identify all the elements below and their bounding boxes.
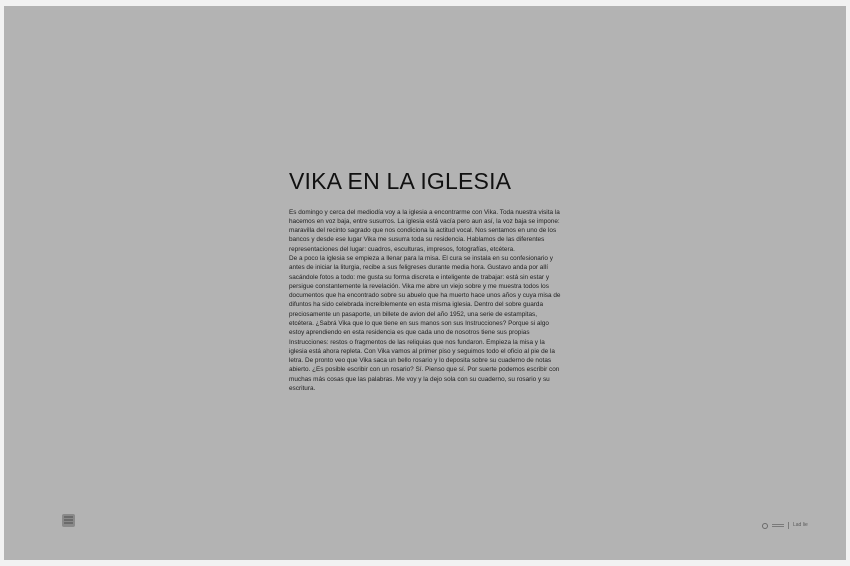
- brand-logo-text: Lad lie: [793, 522, 808, 528]
- exhibition-panel: [4, 6, 846, 560]
- article-body: [289, 208, 561, 394]
- article-title: VIKA EN LA IGLESIA: [289, 168, 512, 194]
- article-paragraph: Es domingo y cerca del mediodía voy a la iglesia a encontrarme con Vika. Toda nuestra visita la hacemos en voz baja, entre susurros. La iglesia está vacía pero aun así, la voz baja se impone: maravilla del recinto sagrado que nos condiciona la actitud vocal. Nos sentamos en uno de los bancos y desde ese lugar Vika me susurra toda su residencia. Hablamos de las diferentes representaciones del lugar: cuadros, esculturas, impresos, fotografías, etcétera.: [289, 208, 560, 253]
- article: [289, 168, 561, 393]
- institution-seal-icon: [762, 523, 768, 529]
- square-logo-icon: [62, 514, 75, 527]
- article-paragraph: De a poco la iglesia se empieza a llenar para la misa. El cura se instala en su confesionario y antes de iniciar la liturgia, recibe a sus feligreses durante media hora. Gustavo anda por allí sacándole fotos a todo: me gusta su forma discreta e inteligente de trabajar: está sin estar y persigue constantemente la revelación. Vika me abre un viejo sobre y me muestra todos los documentos que ha encontrado sobre su abuelo que ha muerto hace unos años y cuya misa de difuntos ha sido celebrada increíblemente en esta misma iglesia. Dentro del sobre guarda preciosamente un pasaporte, un billete de avion del año 1952, una serie de estampitas, etcétera. ¿Sabrá Vika que lo que tiene en sus manos son sus Instrucciones? Porque si algo estoy aprendiendo en esta residencia es que cada uno de nosotros tiene sus propias Instrucciones: restos o fragmentos de las reliquias que nos fundaron. Empieza la misa y la iglesia está ahora repleta. Con Vika vamos al primer piso y seguimos todo el oficio al pie de la letra. De pronto veo que Vika saca un bello rosario y lo deposita sobre su cuaderno de notas abierto. ¿Es posible escribir con un rosario? Sí. Pienso que sí. Por suerte podemos escribir con muchas más cosas que las palabras. Me voy y la dejo sola con su cuaderno, su rosario y su escritura.: [289, 255, 561, 392]
- footer-logos: [762, 522, 808, 529]
- divider: [788, 522, 789, 529]
- institution-name-mark: [772, 524, 784, 527]
